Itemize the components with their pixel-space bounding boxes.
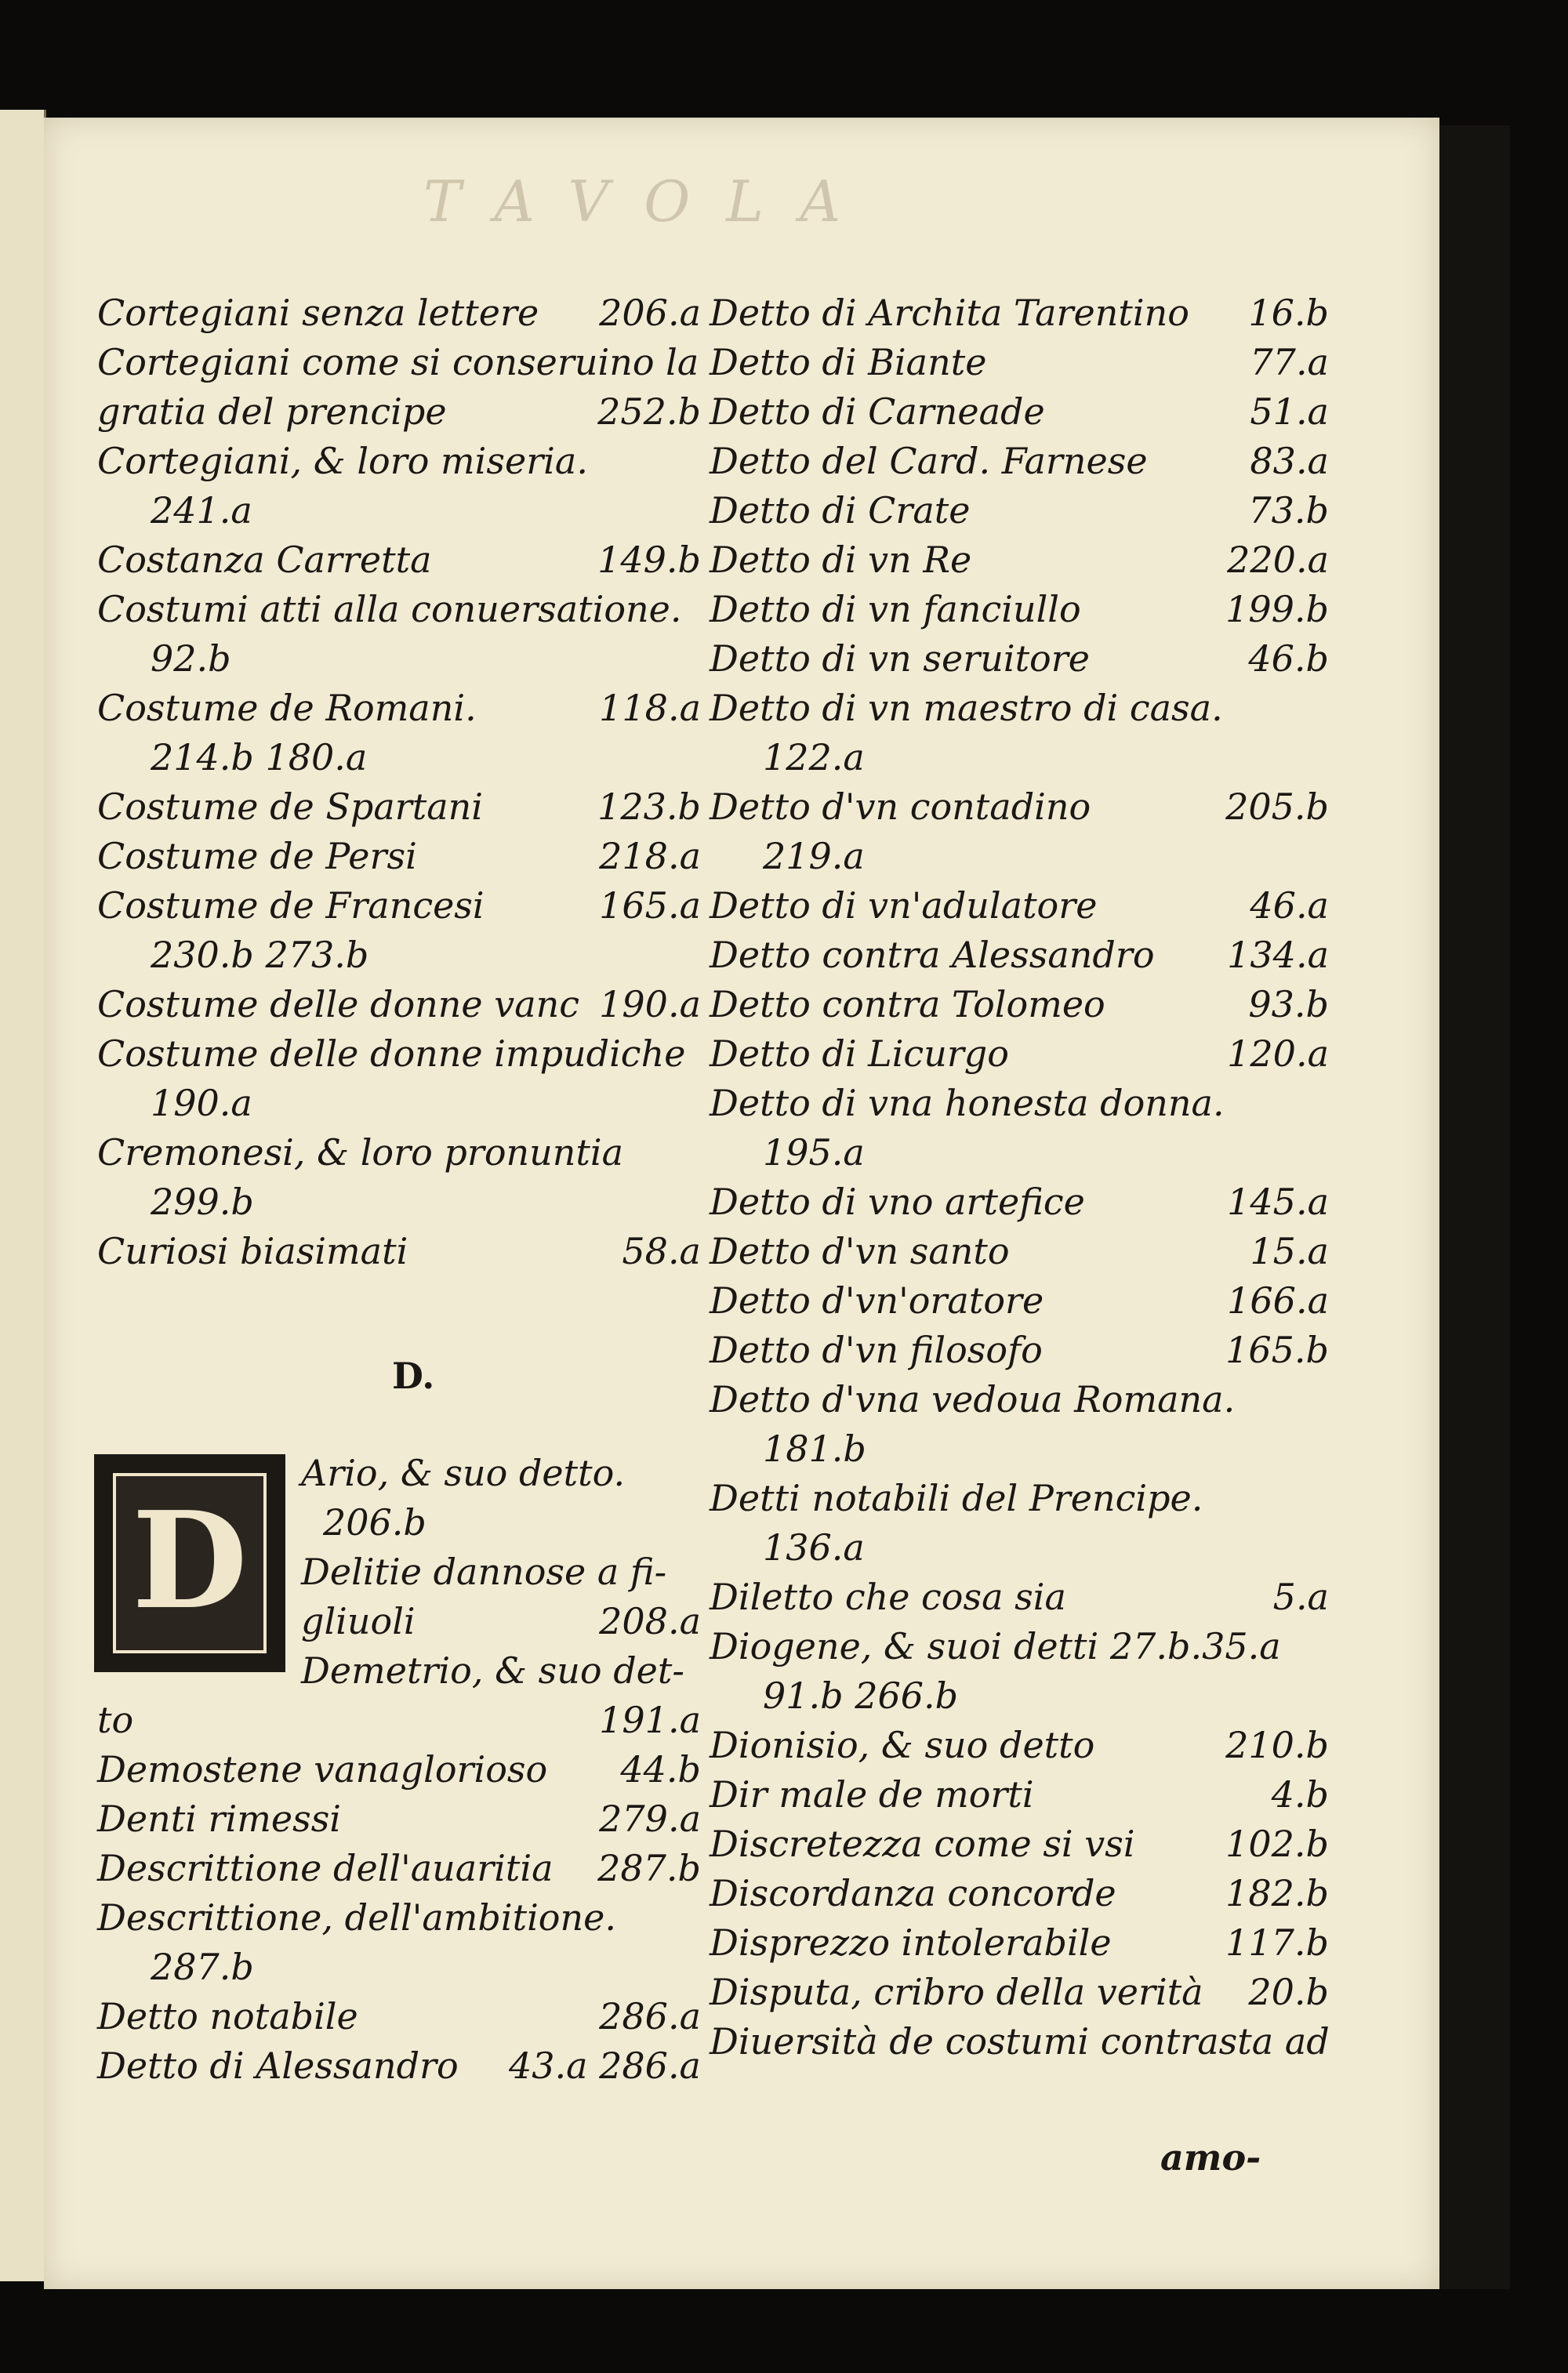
entry-text: to: [97, 1699, 134, 1741]
index-entry: [710, 1523, 1329, 1573]
entry-text: 214.b 180.a: [151, 736, 368, 778]
entry-page-ref: 145.a: [1227, 1181, 1329, 1223]
entry-text: Costume de Spartani: [97, 786, 483, 828]
index-entry: [97, 338, 701, 387]
index-entry: [97, 832, 701, 881]
entry-page-ref: 16.b: [1248, 292, 1329, 334]
entry-text: Detto di Biante: [710, 341, 987, 383]
entry-page-ref: 51.a: [1250, 390, 1329, 433]
entry-text: 219.a: [763, 835, 865, 877]
index-entry: [710, 980, 1329, 1029]
entry-page-ref: 134.a: [1227, 934, 1329, 976]
entry-page-ref: 4.b: [1271, 1773, 1329, 1816]
entry-text: Diuersità de costumi contrasta ad: [710, 2020, 1330, 2063]
entry-text: Cortegiani senza lettere: [97, 292, 539, 334]
index-entry: [710, 1573, 1329, 1622]
entry-text: 136.a: [763, 1526, 865, 1569]
entry-text: Detto di Crate: [710, 489, 971, 532]
index-entry: [97, 1029, 701, 1079]
index-entry: [710, 1622, 1329, 1671]
entry-text: 195.a: [763, 1131, 865, 1174]
index-entry: [710, 1177, 1329, 1227]
entry-page-ref: 190.a: [599, 983, 701, 1025]
entry-text: Denti rimessi: [97, 1798, 342, 1840]
index-column-left-continued: [97, 1696, 701, 2091]
entry-text: Detto di vn fanciullo: [710, 588, 1081, 630]
entry-text: Detto di vn seruitore: [710, 637, 1090, 680]
index-entry: [710, 1029, 1329, 1079]
index-entry: [97, 1893, 701, 1943]
index-entry: [710, 535, 1329, 585]
index-entry: [710, 2017, 1329, 2066]
entry-page-ref: 46.b: [1248, 637, 1329, 680]
entry-text: Costume delle donne vanc: [97, 983, 580, 1025]
entry-text: 230.b 273.b: [151, 934, 369, 976]
entry-text: Detto notabile: [97, 1995, 358, 2037]
entry-page-ref: 165.a: [599, 884, 701, 927]
index-entry: [710, 1227, 1329, 1276]
index-entry: [710, 1474, 1329, 1523]
entry-page-ref: 118.a: [599, 687, 701, 729]
entry-text: Cremonesi, & loro pronuntia: [97, 1131, 624, 1174]
entry-text: Descrittione, dell'ambitione.: [97, 1896, 616, 1939]
entry-page-ref: 20.b: [1248, 1971, 1329, 2013]
entry-page-ref: 120.a: [1227, 1032, 1329, 1075]
entry-text: Detto d'vn contadino: [710, 786, 1091, 828]
entry-text: 91.b 266.b: [763, 1675, 959, 1717]
entry-page-ref: 210.b: [1225, 1724, 1329, 1766]
index-entry: [97, 1227, 701, 1276]
entry-text: Dir male de morti: [710, 1773, 1034, 1816]
index-entry: [97, 1079, 701, 1128]
entry-text: 122.a: [763, 736, 865, 778]
index-entry: [97, 1177, 701, 1227]
index-entry: [710, 1820, 1329, 1869]
entry-text: Discordanza concorde: [710, 1872, 1116, 1914]
index-entry: [97, 1943, 701, 1992]
entry-text: Detto di vn maestro di casa.: [710, 687, 1223, 729]
entry-text: 241.a: [151, 489, 252, 532]
entry-page-ref: 287.b: [597, 1847, 701, 1889]
index-entry: [97, 1696, 701, 1745]
entry-page-ref: 206.a: [599, 292, 701, 334]
index-entry: [710, 437, 1329, 486]
index-entry: [97, 437, 701, 486]
catchword: amo-: [1160, 2136, 1261, 2179]
entry-text: Detto d'vn santo: [710, 1230, 1010, 1272]
index-entry: [710, 1375, 1329, 1424]
entry-page-ref: 5.a: [1272, 1576, 1329, 1618]
index-entry: [97, 1992, 701, 2041]
entry-page-ref: 199.b: [1225, 588, 1329, 630]
entry-text: Disputa, cribro della verità: [710, 1971, 1203, 2013]
entry-text: Demetrio, & suo det-: [301, 1649, 684, 1692]
index-entry: [710, 634, 1329, 684]
index-entry: [301, 1449, 701, 1498]
entry-text: Costume de Francesi: [97, 884, 485, 927]
entry-text: Detto di vna honesta donna.: [710, 1082, 1225, 1124]
index-entry: [97, 535, 701, 585]
index-entry: [97, 881, 701, 931]
entry-text: Delitie dannose a fi-: [301, 1551, 667, 1593]
entry-text: Costanza Carretta: [97, 539, 432, 581]
entry-page-ref: 123.b: [597, 786, 701, 828]
entry-text: Costume de Persi: [97, 835, 417, 877]
entry-text: Detto contra Alessandro: [710, 934, 1155, 976]
index-entry: [97, 1745, 701, 1794]
index-entry: [710, 684, 1329, 733]
initial-glyph: D: [132, 1482, 248, 1639]
index-entry: [97, 1794, 701, 1844]
index-entry: [710, 1128, 1329, 1177]
entry-text: Detto contra Tolomeo: [710, 983, 1105, 1025]
entry-page-ref: 279.a: [599, 1798, 701, 1840]
index-entry: [710, 1721, 1329, 1770]
index-entry: [710, 387, 1329, 437]
index-entry: [710, 1326, 1329, 1375]
entry-text: gratia del prencipe: [97, 390, 447, 433]
entry-text: Diletto che cosa sia: [710, 1576, 1066, 1618]
index-entry: [97, 634, 701, 684]
entry-text: Detto di vn Re: [710, 539, 972, 581]
entry-text: Detto di Carneade: [710, 390, 1045, 433]
index-entry: [710, 931, 1329, 980]
entry-text: Dionisio, & suo detto: [710, 1724, 1095, 1766]
index-entry: [97, 1844, 701, 1893]
entry-text: 299.b: [151, 1181, 254, 1223]
entry-text: Detto del Card. Farnese: [710, 440, 1148, 482]
index-entry: [710, 1671, 1329, 1721]
index-column-left: [97, 288, 701, 1276]
entry-text: 92.b: [151, 637, 231, 680]
index-entry: [710, 288, 1329, 338]
entry-text: Diogene, & suoi detti 27.b.35.a: [710, 1625, 1281, 1667]
index-entry: [710, 881, 1329, 931]
entry-text: 206.b: [323, 1501, 426, 1544]
entry-text: Costume de Romani.: [97, 687, 477, 729]
section-letter: D.: [392, 1355, 435, 1397]
entry-page-ref: 15.a: [1250, 1230, 1329, 1272]
entry-page-ref: 165.b: [1225, 1329, 1329, 1371]
index-column-right: [710, 288, 1329, 2066]
index-entry: [710, 1869, 1329, 1918]
index-entry: [97, 387, 701, 437]
entry-page-ref: 44.b: [620, 1748, 701, 1791]
entry-page-ref: 205.b: [1225, 786, 1329, 828]
entry-page-ref: 102.b: [1225, 1823, 1329, 1865]
index-entry: [710, 1276, 1329, 1326]
index-entry: [710, 832, 1329, 881]
entry-page-ref: 208.a: [599, 1600, 701, 1642]
entry-text: 190.a: [151, 1082, 252, 1124]
entry-page-ref: 117.b: [1225, 1921, 1329, 1964]
entry-text: Detto di Licurgo: [710, 1032, 1009, 1075]
index-entry: [710, 1424, 1329, 1474]
entry-text: Detto d'vna vedoua Romana.: [710, 1378, 1236, 1421]
entry-text: 181.b: [763, 1428, 866, 1470]
entry-text: Detto di Archita Tarentino: [710, 292, 1189, 334]
entry-text: Detti notabili del Prencipe.: [710, 1477, 1203, 1519]
entry-text: Demostene vanaglorioso: [97, 1748, 548, 1791]
index-entry: [97, 288, 701, 338]
entry-page-ref: 166.a: [1227, 1279, 1329, 1322]
entry-text: 287.b: [151, 1946, 254, 1988]
entry-page-ref: 191.a: [599, 1699, 701, 1741]
running-title-bleedthrough: TAVOLA: [423, 169, 877, 234]
entry-page-ref: 43.a 286.a: [508, 2045, 701, 2087]
index-entry: [710, 486, 1329, 535]
entry-page-ref: 220.a: [1227, 539, 1329, 581]
index-entry: [97, 1128, 701, 1177]
index-entry: [301, 1597, 701, 1646]
entry-text: Cortegiani, & loro miseria.: [97, 440, 588, 482]
index-entry: [301, 1548, 701, 1597]
entry-text: Descrittione dell'auaritia: [97, 1847, 554, 1889]
entry-page-ref: 252.b: [597, 390, 701, 433]
entry-text: Detto d'vn filosofo: [710, 1329, 1043, 1371]
entry-text: Detto di Alessandro: [97, 2045, 459, 2087]
index-entry: [97, 585, 701, 634]
entry-text: Curiosi biasimati: [97, 1230, 408, 1272]
index-entry: [710, 733, 1329, 782]
index-entry: [97, 733, 701, 782]
index-entry: [710, 1079, 1329, 1128]
index-entry: [97, 980, 701, 1029]
entry-page-ref: 149.b: [597, 539, 701, 581]
index-entry: [710, 1770, 1329, 1820]
entry-page-ref: 218.a: [599, 835, 701, 877]
entry-page-ref: 286.a: [599, 1995, 701, 2037]
entry-page-ref: 83.a: [1250, 440, 1329, 482]
entry-text: Costumi atti alla conuersatione.: [97, 588, 682, 630]
entry-text: Costume delle donne impudiche: [97, 1032, 686, 1075]
entry-page-ref: 46.a: [1250, 884, 1329, 927]
index-entries-beside-initial: [301, 1449, 701, 1696]
index-entry: [301, 1646, 701, 1696]
index-entry: [710, 1918, 1329, 1968]
index-entry: [97, 2041, 701, 2091]
entry-page-ref: 182.b: [1225, 1872, 1329, 1914]
entry-page-ref: 93.b: [1248, 983, 1329, 1025]
entry-text: gliuoli: [301, 1600, 416, 1642]
index-entry: [97, 486, 701, 535]
entry-text: Detto di vno artefice: [710, 1181, 1085, 1223]
entry-text: Discretezza come si vsi: [710, 1823, 1135, 1865]
entry-page-ref: 73.b: [1248, 489, 1329, 532]
entry-text: Cortegiani come si conseruino la: [97, 341, 699, 383]
index-entry: [710, 782, 1329, 832]
book-binding: [1439, 125, 1510, 2289]
index-entry: [710, 1968, 1329, 2017]
index-entry: [97, 931, 701, 980]
index-entry: [710, 585, 1329, 634]
index-entry: [97, 684, 701, 733]
index-entry: [97, 782, 701, 832]
index-entry: [301, 1498, 701, 1548]
facing-page-edge: [0, 110, 46, 2281]
decorated-initial: [94, 1454, 285, 1672]
entry-text: Detto di vn'adulatore: [710, 884, 1098, 927]
entry-page-ref: 77.a: [1250, 341, 1329, 383]
entry-text: Ario, & suo detto.: [301, 1452, 626, 1494]
entry-text: Disprezzo intolerabile: [710, 1921, 1112, 1964]
entry-text: Detto d'vn'oratore: [710, 1279, 1044, 1322]
entry-page-ref: 58.a: [622, 1230, 701, 1272]
index-entry: [710, 338, 1329, 387]
